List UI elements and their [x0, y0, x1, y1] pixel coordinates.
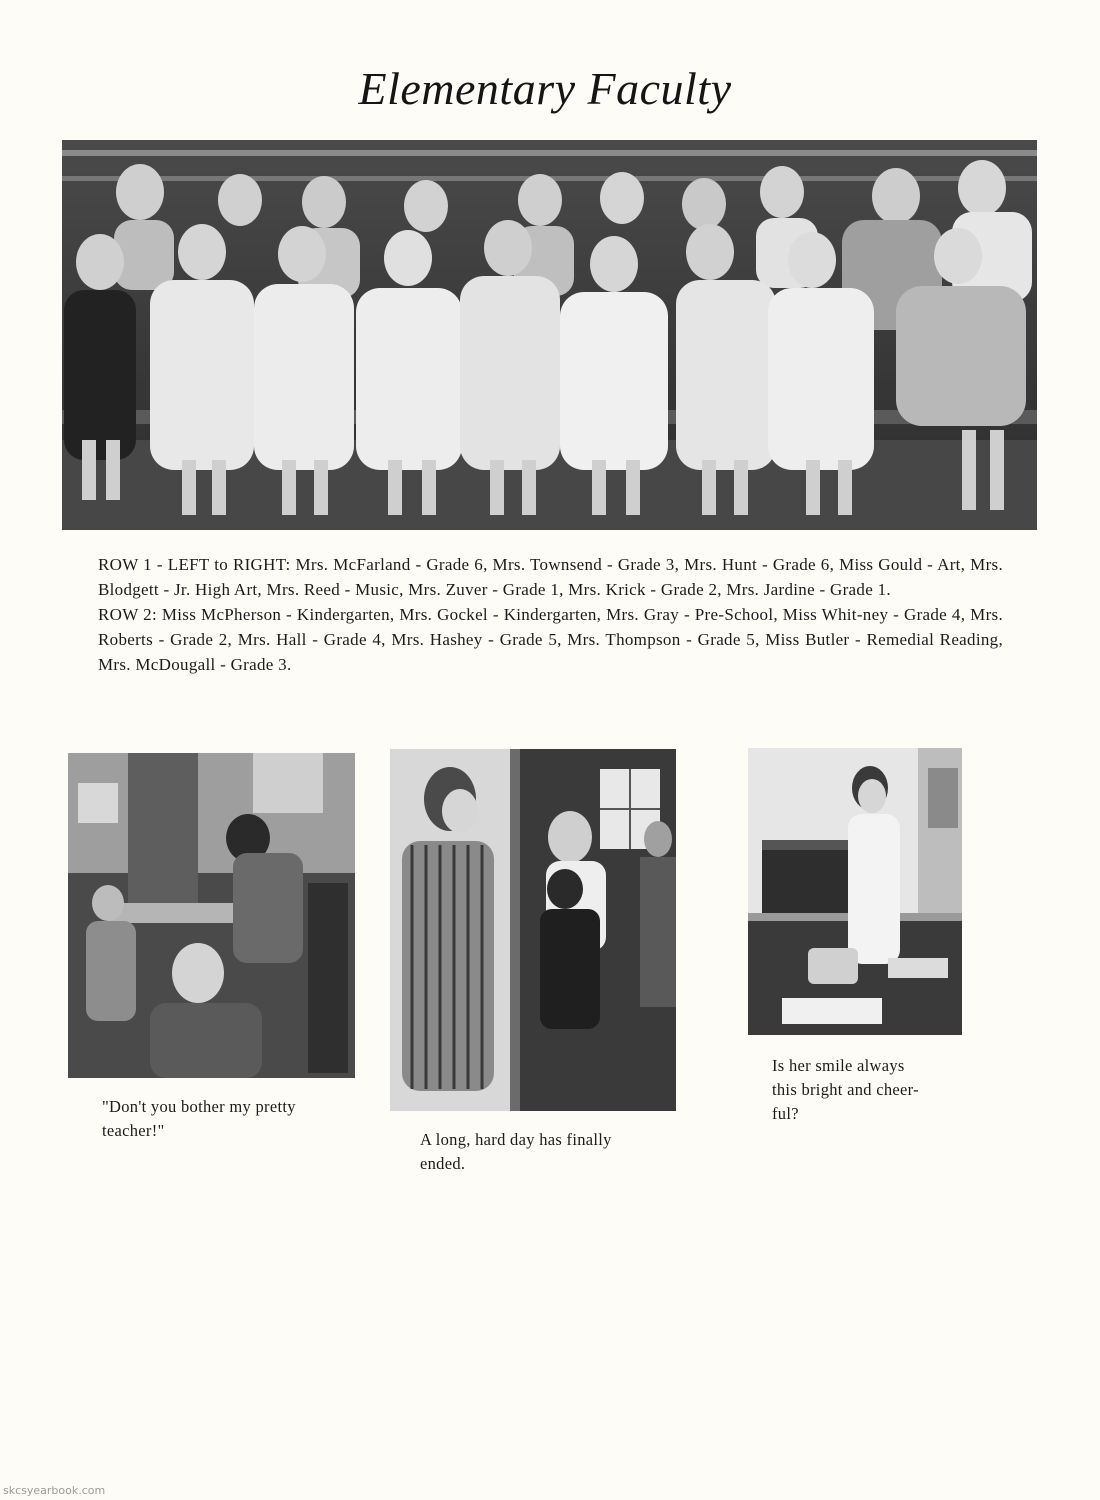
- teacher-with-children-photo: [68, 753, 355, 1078]
- faculty-group-photo: [62, 140, 1037, 530]
- music-teacher-photo: [748, 748, 962, 1035]
- teacher-in-doorway-photo: [390, 749, 676, 1111]
- roster-row-2: ROW 2: Miss McPherson - Kindergarten, Mrs. Gockel - Kindergarten, Mrs. Gray - Pre-School, Miss Whit-ney - Grade 4, Mrs. Roberts - Grade 2, Mrs. Hall - Grade 4, Mrs. Hashey - Grade 5, Mrs. Thompson - Grade 5, Miss Butler - Remedial Reading, Mrs. McDougall - Grade 3.: [98, 605, 1003, 674]
- watermark: skcsyearbook.com: [3, 1484, 106, 1497]
- roster-row-1: ROW 1 - LEFT to RIGHT: Mrs. McFarland - Grade 6, Mrs. Townsend - Grade 3, Mrs. Hunt - Grade 6, Miss Gould - Art, Mrs. Blodgett - Jr. High Art, Mrs. Reed - Music, Mrs. Zuver - Grade 1, Mrs. Krick - Grade 2, Mrs. Jardine - Grade 1.: [98, 555, 1003, 599]
- page-title: Elementary Faculty: [358, 63, 732, 114]
- photo-b-caption: A long, hard day has finally ended.: [420, 1130, 612, 1173]
- photo-c-caption: Is her smile always this bright and cheer- ful?: [772, 1056, 919, 1123]
- faculty-roster: [98, 552, 1003, 677]
- photo-a-caption: "Don't you bother my pretty teacher!": [102, 1097, 296, 1140]
